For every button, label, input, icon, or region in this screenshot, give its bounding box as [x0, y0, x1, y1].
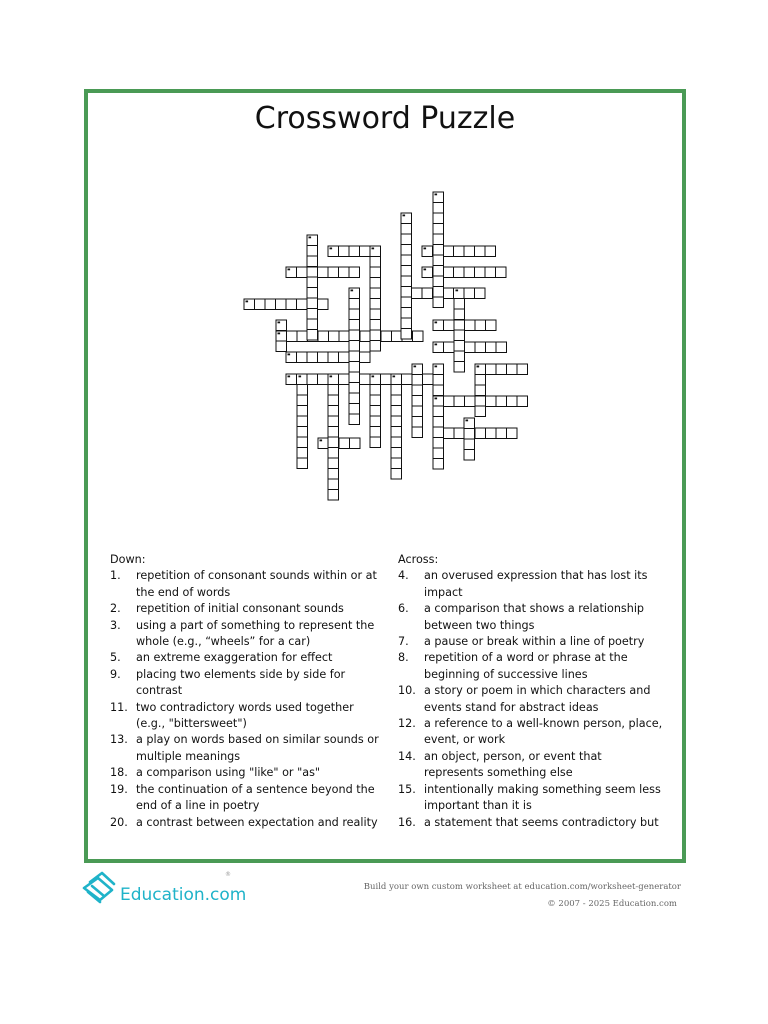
grid-cell[interactable]: [297, 267, 308, 278]
cell-number-mark: [299, 376, 302, 378]
grid-cell[interactable]: [360, 374, 371, 385]
grid-cell[interactable]: [391, 395, 402, 406]
cell-number-mark: [372, 248, 375, 250]
grid-cell[interactable]: [454, 309, 465, 320]
grid-cell[interactable]: [297, 427, 308, 438]
grid-cell[interactable]: [454, 246, 465, 257]
cell-number-mark: [278, 322, 281, 324]
grid-cell[interactable]: [401, 245, 412, 256]
grid-cell[interactable]: [265, 299, 276, 310]
grid-cell[interactable]: [454, 396, 465, 407]
across-clue: [398, 601, 664, 634]
grid-cell[interactable]: [297, 448, 308, 459]
grid-cell[interactable]: [454, 330, 465, 341]
grid-cell[interactable]: [381, 374, 392, 385]
grid-cell[interactable]: [464, 288, 475, 299]
grid-cell[interactable]: [329, 331, 340, 342]
down-clue-text: an extreme exaggeration for effect: [136, 651, 333, 665]
cell-number-mark: [288, 354, 291, 356]
across-clue-number: 7.: [398, 635, 409, 649]
grid-cell[interactable]: [297, 395, 308, 406]
grid-cell[interactable]: [433, 213, 444, 224]
cell-number-mark: [288, 269, 291, 271]
grid-cell[interactable]: [307, 277, 318, 288]
grid-cell[interactable]: [349, 362, 360, 373]
grid-cell[interactable]: [433, 245, 444, 256]
grid-cell[interactable]: [370, 395, 381, 406]
cell-number-mark: [330, 248, 333, 250]
grid-cell[interactable]: [443, 267, 454, 278]
grid-cell[interactable]: [454, 320, 465, 331]
grid-cell[interactable]: [370, 309, 381, 320]
grid-cell[interactable]: [391, 416, 402, 427]
grid-cell[interactable]: [412, 375, 423, 386]
grid-cell[interactable]: [486, 342, 497, 353]
grid-cell[interactable]: [475, 385, 486, 396]
grid-cell[interactable]: [475, 288, 486, 299]
down-clue-number: 2.: [110, 602, 121, 616]
grid-cell[interactable]: [454, 341, 465, 352]
down-clue-number: 13.: [110, 733, 128, 747]
grid-cell[interactable]: [464, 450, 475, 461]
grid-cell[interactable]: [328, 479, 339, 490]
grid-cell[interactable]: [391, 437, 402, 448]
grid-cell[interactable]: [391, 469, 402, 480]
cell-number-mark: [435, 366, 438, 368]
grid-cell[interactable]: [328, 448, 339, 459]
grid-cell[interactable]: [401, 308, 412, 319]
grid-cell[interactable]: [496, 267, 507, 278]
grid-cell[interactable]: [349, 404, 360, 415]
grid-cell[interactable]: [464, 246, 475, 257]
down-clue-text: a contrast between expectation and reality: [136, 815, 378, 829]
grid-cell[interactable]: [328, 406, 339, 417]
grid-cell[interactable]: [423, 374, 434, 385]
across-clue-text: repetition of a word or phrase at the beginning of successive lines: [424, 651, 628, 681]
grid-cell[interactable]: [392, 331, 403, 342]
grid-cell[interactable]: [318, 299, 329, 310]
cell-number-mark: [320, 440, 323, 442]
grid-cell[interactable]: [412, 385, 423, 396]
cell-number-mark: [435, 322, 438, 324]
grid-cell[interactable]: [412, 427, 423, 438]
grid-cell[interactable]: [433, 224, 444, 235]
grid-cell[interactable]: [486, 320, 497, 331]
across-clue: [398, 650, 664, 683]
grid-cell[interactable]: [485, 267, 496, 278]
grid-cell[interactable]: [276, 341, 287, 352]
grid-cell[interactable]: [297, 385, 308, 396]
page-title: Crossword Puzzle: [254, 101, 516, 136]
grid-cell[interactable]: [297, 406, 308, 417]
grid-cell[interactable]: [318, 267, 329, 278]
down-clue-number: 3.: [110, 618, 121, 632]
across-clue-number: 6.: [398, 602, 409, 616]
grid-cell[interactable]: [475, 267, 486, 278]
grid-cell[interactable]: [486, 364, 497, 375]
grid-cell[interactable]: [475, 406, 486, 417]
grid-cell[interactable]: [465, 396, 476, 407]
grid-cell[interactable]: [339, 374, 350, 385]
down-clue: [110, 601, 380, 617]
grid-cell[interactable]: [496, 342, 507, 353]
down-clue: [110, 732, 380, 765]
cell-number-mark: [372, 376, 375, 378]
grid-cell[interactable]: [370, 299, 381, 310]
grid-cell[interactable]: [454, 299, 465, 310]
across-heading: Across:: [398, 553, 439, 566]
grid-cell[interactable]: [255, 299, 266, 310]
grid-cell[interactable]: [328, 416, 339, 427]
cell-number-mark: [435, 194, 438, 196]
grid-cell[interactable]: [370, 341, 381, 352]
down-clue-text: the continuation of a sentence beyond the end of a line in poetry: [136, 782, 375, 813]
grid-cell[interactable]: [433, 459, 444, 470]
grid-cell[interactable]: [413, 331, 424, 342]
grid-cell[interactable]: [287, 331, 298, 342]
across-clue-number: 8.: [398, 651, 409, 665]
grid-cell[interactable]: [328, 490, 339, 501]
grid-cell[interactable]: [328, 352, 339, 363]
grid-cell[interactable]: [433, 203, 444, 214]
down-clue-number: 9.: [110, 667, 121, 681]
grid-cell[interactable]: [444, 428, 455, 439]
grid-cell[interactable]: [454, 351, 465, 362]
down-clue: [110, 765, 380, 781]
down-clue-text: a comparison using "like" or "as": [136, 766, 321, 780]
across-clue-text: a reference to a well-known person, place, event, or work: [424, 717, 663, 747]
grid-cell[interactable]: [496, 364, 507, 375]
grid-cell[interactable]: [401, 318, 412, 329]
grid-cell[interactable]: [454, 288, 465, 299]
grid-cell[interactable]: [349, 341, 360, 352]
grid-cell[interactable]: [433, 406, 444, 417]
grid-cell[interactable]: [444, 396, 455, 407]
grid-cell[interactable]: [496, 396, 507, 407]
grid-cell[interactable]: [401, 234, 412, 245]
grid-cell[interactable]: [349, 299, 360, 310]
grid-cell[interactable]: [349, 383, 360, 394]
grid-cell[interactable]: [517, 364, 528, 375]
grid-cell[interactable]: [412, 396, 423, 407]
across-clue: [398, 683, 664, 716]
down-clues: [110, 552, 380, 831]
grid-cell[interactable]: [297, 437, 308, 448]
down-clue-number: 11.: [110, 700, 128, 714]
grid-cell[interactable]: [433, 297, 444, 308]
across-clue: [398, 568, 664, 601]
grid-cell[interactable]: [433, 255, 444, 266]
grid-cell[interactable]: [507, 396, 518, 407]
grid-cell[interactable]: [454, 362, 465, 373]
grid-cell[interactable]: [370, 416, 381, 427]
down-clue: [110, 618, 380, 651]
cell-number-mark: [477, 366, 480, 368]
grid-cell[interactable]: [307, 374, 318, 385]
grid-cell[interactable]: [307, 319, 318, 330]
grid-cell[interactable]: [370, 385, 381, 396]
grid-cell[interactable]: [507, 428, 518, 439]
down-clue: [110, 568, 380, 601]
grid-cell[interactable]: [401, 287, 412, 298]
grid-cell[interactable]: [339, 331, 350, 342]
grid-cell[interactable]: [517, 396, 528, 407]
down-clue: [110, 667, 380, 700]
grid-cell[interactable]: [370, 267, 381, 278]
down-clue-text: a play on words based on similar sounds or multiple meanings: [136, 733, 379, 763]
across-clue-text: a story or poem in which characters and events stand for abstract ideas: [424, 684, 651, 714]
grid-cell[interactable]: [276, 299, 287, 310]
cell-number-mark: [414, 366, 417, 368]
grid-cell[interactable]: [475, 375, 486, 386]
down-clue-number: 20.: [110, 815, 128, 829]
grid-cell[interactable]: [412, 406, 423, 417]
grid-cell[interactable]: [496, 428, 507, 439]
grid-cell[interactable]: [297, 331, 308, 342]
grid-cell[interactable]: [328, 458, 339, 469]
grid-cell[interactable]: [307, 246, 318, 257]
down-clue-number: 19.: [110, 782, 128, 796]
grid-cell[interactable]: [370, 288, 381, 299]
grid-cell[interactable]: [422, 288, 433, 299]
grid-cell[interactable]: [370, 437, 381, 448]
grid-cell[interactable]: [464, 439, 475, 450]
across-clue-number: 4.: [398, 569, 409, 583]
down-clue-text: placing two elements side by side for contrast: [136, 667, 346, 698]
grid-cell[interactable]: [307, 330, 318, 341]
grid-cell[interactable]: [307, 267, 318, 278]
grid-cell[interactable]: [465, 342, 476, 353]
cell-number-mark: [424, 269, 427, 271]
down-clue-number: 5.: [110, 651, 121, 665]
across-clue-text: an object, person, or event that represents something else: [424, 749, 602, 780]
grid-cell[interactable]: [349, 246, 360, 257]
cell-number-mark: [330, 376, 333, 378]
across-clue: [398, 782, 664, 815]
grid-cell[interactable]: [297, 416, 308, 427]
grid-cell[interactable]: [381, 331, 392, 342]
grid-cell[interactable]: [475, 396, 486, 407]
footer-worksheet-link[interactable]: Build your own custom worksheet at education.com/worksheet-generator: [363, 882, 681, 892]
across-clue: [398, 634, 664, 650]
cell-number-mark: [246, 301, 249, 303]
grid-cell[interactable]: [433, 287, 444, 298]
grid-cell[interactable]: [433, 375, 444, 386]
grid-cell[interactable]: [349, 414, 360, 425]
down-clue: [110, 700, 380, 733]
grid-cell[interactable]: [443, 246, 454, 257]
down-clue: [110, 650, 380, 666]
grid-cell[interactable]: [464, 429, 475, 440]
grid-cell[interactable]: [297, 299, 308, 310]
across-clue-text: an overused expression that has lost its impact: [424, 569, 648, 599]
down-clue-text: using a part of something to represent the whole (e.g., “wheels” for a car): [136, 618, 375, 649]
cell-number-mark: [393, 376, 396, 378]
brand-registered-mark: ®: [225, 871, 231, 878]
grid-cell[interactable]: [454, 267, 465, 278]
grid-cell[interactable]: [475, 320, 486, 331]
cell-number-mark: [351, 290, 354, 292]
grid-cell[interactable]: [433, 427, 444, 438]
grid-cell[interactable]: [433, 266, 444, 277]
grid-cell[interactable]: [391, 385, 402, 396]
grid-cell[interactable]: [475, 428, 486, 439]
grid-cell[interactable]: [297, 352, 308, 363]
grid-cell[interactable]: [464, 267, 475, 278]
grid-cell[interactable]: [401, 329, 412, 340]
grid-cell[interactable]: [297, 374, 308, 385]
cell-number-mark: [403, 215, 406, 217]
grid-cell[interactable]: [360, 246, 371, 257]
down-clue-number: 18.: [110, 766, 128, 780]
grid-cell[interactable]: [485, 246, 496, 257]
down-clue: [110, 782, 380, 815]
grid-cell[interactable]: [349, 351, 360, 362]
grid-cell[interactable]: [307, 309, 318, 320]
grid-cell[interactable]: [391, 427, 402, 438]
grid-cell[interactable]: [370, 257, 381, 268]
grid-cell[interactable]: [370, 406, 381, 417]
grid-cell[interactable]: [339, 267, 350, 278]
grid-cell[interactable]: [433, 438, 444, 449]
grid-cell[interactable]: [412, 417, 423, 428]
grid-cell[interactable]: [360, 352, 371, 363]
grid-cell[interactable]: [349, 320, 360, 331]
grid-cell[interactable]: [391, 406, 402, 417]
across-clue-number: 15.: [398, 782, 416, 796]
grid-cell[interactable]: [465, 320, 476, 331]
grid-cell[interactable]: [339, 352, 350, 363]
grid-cell[interactable]: [433, 234, 444, 245]
down-clue: [110, 815, 380, 831]
grid-cell[interactable]: [349, 309, 360, 320]
grid-cell[interactable]: [486, 396, 497, 407]
across-clue-number: 12.: [398, 717, 416, 731]
across-clue-text: a comparison that shows a relationship between two things: [424, 602, 645, 632]
across-clue-text: a pause or break within a line of poetry: [424, 635, 645, 649]
across-clue: [398, 716, 664, 749]
grid-cell[interactable]: [370, 330, 381, 341]
grid-cell[interactable]: [318, 331, 329, 342]
grid-cell[interactable]: [443, 288, 454, 299]
across-clue: [398, 749, 664, 782]
grid-cell[interactable]: [444, 320, 455, 331]
grid-cell[interactable]: [401, 297, 412, 308]
grid-cell[interactable]: [401, 276, 412, 287]
grid-cell[interactable]: [307, 352, 318, 363]
grid-cell[interactable]: [370, 320, 381, 331]
grid-cell[interactable]: [328, 395, 339, 406]
down-heading: Down:: [110, 553, 146, 566]
grid-cell[interactable]: [370, 278, 381, 289]
grid-cell[interactable]: [433, 276, 444, 287]
grid-cell[interactable]: [318, 374, 329, 385]
grid-cell[interactable]: [401, 224, 412, 235]
grid-cell[interactable]: [286, 299, 297, 310]
grid-cell[interactable]: [454, 428, 465, 439]
grid-cell[interactable]: [360, 331, 371, 342]
down-clue-text: two contradictory words used together (e.g., "bittersweet"): [136, 700, 354, 731]
down-clue-text: repetition of initial consonant sounds: [136, 602, 344, 616]
grid-cell[interactable]: [433, 385, 444, 396]
cell-number-mark: [435, 398, 438, 400]
cell-number-mark: [435, 344, 438, 346]
grid-cell[interactable]: [307, 288, 318, 299]
grid-cell[interactable]: [307, 298, 318, 309]
grid-cell[interactable]: [433, 417, 444, 428]
grid-cell[interactable]: [401, 266, 412, 277]
brand-name: Education.com: [120, 885, 247, 905]
cell-number-mark: [424, 248, 427, 250]
across-clues: [398, 552, 664, 831]
grid-cell[interactable]: [349, 330, 360, 341]
grid-cell[interactable]: [475, 246, 486, 257]
grid-cell[interactable]: [349, 393, 360, 404]
across-clue-number: 14.: [398, 749, 416, 763]
footer-copyright: © 2007 - 2025 Education.com: [547, 899, 677, 909]
grid-cell[interactable]: [328, 385, 339, 396]
across-clue-number: 16.: [398, 815, 416, 829]
grid-cell[interactable]: [486, 428, 497, 439]
grid-cell[interactable]: [328, 469, 339, 480]
grid-cell[interactable]: [402, 374, 413, 385]
grid-cell[interactable]: [349, 267, 360, 278]
across-clue-text: a statement that seems contradictory but: [424, 815, 659, 829]
cell-number-mark: [278, 333, 281, 335]
cell-number-mark: [309, 237, 312, 239]
grid-cell[interactable]: [391, 458, 402, 469]
grid-cell[interactable]: [350, 438, 361, 449]
grid-cell[interactable]: [444, 342, 455, 353]
grid-cell[interactable]: [297, 458, 308, 469]
cell-number-mark: [456, 290, 459, 292]
down-clue-number: 1.: [110, 569, 121, 583]
grid-cell[interactable]: [318, 352, 329, 363]
grid-cell[interactable]: [307, 256, 318, 267]
grid-cell[interactable]: [412, 288, 423, 299]
grid-cell[interactable]: [507, 364, 518, 375]
across-clue: [398, 815, 664, 831]
grid-cell[interactable]: [339, 246, 350, 257]
cell-number-mark: [288, 376, 291, 378]
grid-cell[interactable]: [328, 437, 339, 448]
grid-cell[interactable]: [370, 427, 381, 438]
across-clue-number: 10.: [398, 684, 416, 698]
grid-cell[interactable]: [391, 448, 402, 459]
grid-cell[interactable]: [401, 255, 412, 266]
grid-cell[interactable]: [328, 267, 339, 278]
grid-cell[interactable]: [475, 342, 486, 353]
across-clue-text: intentionally making something seem less important than it is: [424, 782, 661, 813]
grid-cell[interactable]: [339, 438, 350, 449]
grid-cell[interactable]: [349, 372, 360, 383]
grid-cell[interactable]: [433, 448, 444, 459]
down-clue-text: repetition of consonant sounds within or at the end of words: [136, 569, 377, 599]
cell-number-mark: [466, 420, 469, 422]
grid-cell[interactable]: [328, 427, 339, 438]
